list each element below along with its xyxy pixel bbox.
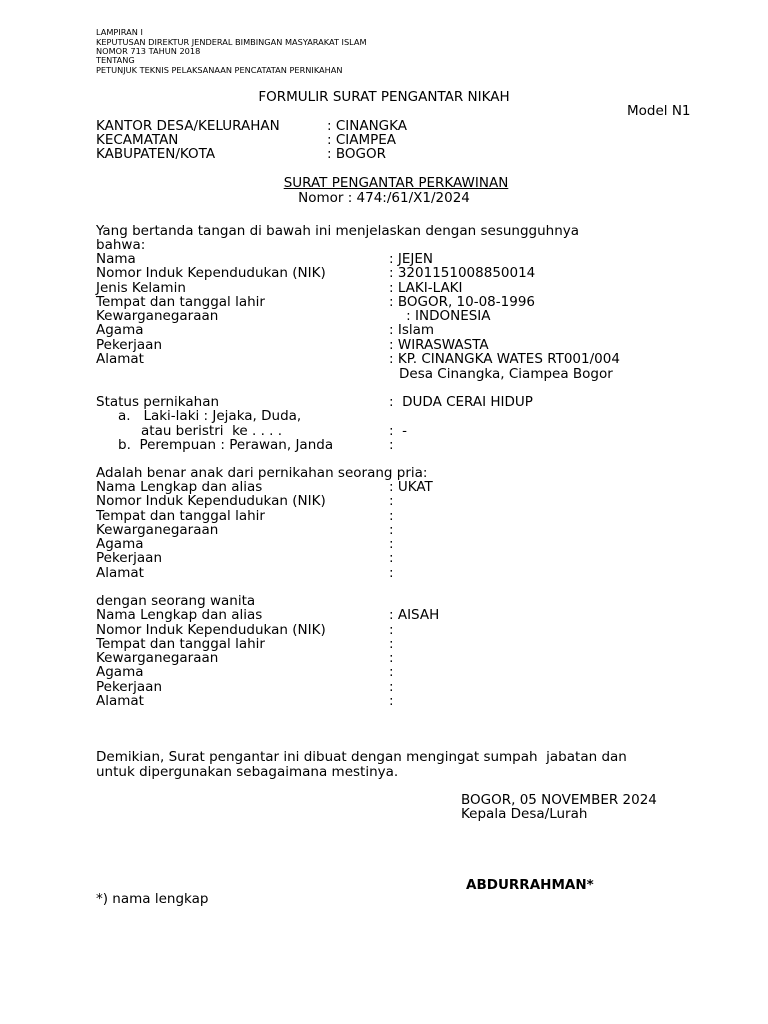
person-value: : BOGOR, 10-08-1996 xyxy=(389,294,535,310)
office-value: : BOGOR xyxy=(327,146,386,162)
father-label: Nama Lengkap dan alias xyxy=(96,479,263,495)
office-label: KECAMATAN xyxy=(96,132,179,148)
header-line: NOMOR 713 TAHUN 2018 xyxy=(96,46,201,56)
official-position: Kepala Desa/Lurah xyxy=(461,806,588,822)
mother-label: Tempat dan tanggal lahir xyxy=(96,636,265,652)
mother-label: Kewarganegaraan xyxy=(96,650,219,666)
status-option-b-value: : xyxy=(389,437,394,453)
status-option-b: b. Perempuan : Perawan, Janda xyxy=(118,437,334,453)
address-line-2: Desa Cinangka, Ciampea Bogor xyxy=(399,366,613,382)
status-option-a-value: : - xyxy=(389,423,408,439)
father-label: Pekerjaan xyxy=(96,550,163,566)
mother-value: : AISAH xyxy=(389,607,440,623)
mother-value: : xyxy=(389,622,394,638)
office-value: : CIAMPEA xyxy=(327,132,397,148)
person-label: Alamat xyxy=(96,351,144,367)
letter-number: Nomor : 474:/61/X1/2024 xyxy=(298,190,470,206)
father-value: : xyxy=(389,536,394,552)
model-label: Model N1 xyxy=(627,103,691,119)
mother-value: : xyxy=(389,636,394,652)
person-value: : Islam xyxy=(389,322,435,338)
mother-label: Nomor Induk Kependudukan (NIK) xyxy=(96,622,326,638)
father-value: : xyxy=(389,565,394,581)
person-value: : INDONESIA xyxy=(389,308,491,324)
header-line: PETUNJUK TEKNIS PELAKSANAAN PENCATATAN PERNIKAHAN xyxy=(96,65,343,75)
father-label: Alamat xyxy=(96,565,144,581)
closing-line: Demikian, Surat pengantar ini dibuat dengan mengingat sumpah jabatan dan xyxy=(96,749,627,765)
mother-value: : xyxy=(389,693,394,709)
father-value: : UKAT xyxy=(389,479,433,495)
mother-heading: dengan seorang wanita xyxy=(96,593,256,609)
father-value: : xyxy=(389,522,394,538)
father-heading: Adalah benar anak dari pernikahan seorang pria: xyxy=(96,465,428,481)
person-value: : WIRASWASTA xyxy=(389,337,489,353)
father-value: : xyxy=(389,550,394,566)
father-value: : xyxy=(389,508,394,524)
person-label: Agama xyxy=(96,322,144,338)
form-title: FORMULIR SURAT PENGANTAR NIKAH xyxy=(258,89,510,105)
footnote: *) nama lengkap xyxy=(96,891,209,907)
person-value: : KP. CINANGKA WATES RT001/004 xyxy=(389,351,620,367)
intro-line: bahwa: xyxy=(96,237,146,253)
person-value: : LAKI-LAKI xyxy=(389,280,463,296)
person-value: : 3201151008850014 xyxy=(389,265,536,281)
header-line: LAMPIRAN I xyxy=(96,27,143,37)
person-label: Nomor Induk Kependudukan (NIK) xyxy=(96,265,326,281)
mother-label: Nama Lengkap dan alias xyxy=(96,607,263,623)
person-label: Kewarganegaraan xyxy=(96,308,219,324)
person-label: Tempat dan tanggal lahir xyxy=(96,294,265,310)
place-date: BOGOR, 05 NOVEMBER 2024 xyxy=(461,792,657,808)
status-label: Status pernikahan xyxy=(96,394,220,410)
office-value: : CINANGKA xyxy=(327,118,407,134)
father-label: Kewarganegaraan xyxy=(96,522,219,538)
header-line: TENTANG xyxy=(96,55,135,65)
mother-label: Agama xyxy=(96,664,144,680)
status-option-a-line2: atau beristri ke . . . . xyxy=(141,423,283,439)
office-label: KANTOR DESA/KELURAHAN xyxy=(96,118,280,134)
person-label: Pekerjaan xyxy=(96,337,163,353)
closing-line: untuk dipergunakan sebagaimana mestinya. xyxy=(96,764,399,780)
status-value: : DUDA CERAI HIDUP xyxy=(389,394,533,410)
father-label: Nomor Induk Kependudukan (NIK) xyxy=(96,493,326,509)
person-label: Nama xyxy=(96,251,136,267)
mother-value: : xyxy=(389,664,394,680)
office-label: KABUPATEN/KOTA xyxy=(96,146,216,162)
mother-label: Alamat xyxy=(96,693,144,709)
header-line: KEPUTUSAN DIREKTUR JENDERAL BIMBINGAN MASYARAKAT ISLAM xyxy=(96,37,367,47)
person-value: : JEJEN xyxy=(389,251,433,267)
mother-label: Pekerjaan xyxy=(96,679,163,695)
status-option-a: a. Laki-laki : Jejaka, Duda, xyxy=(118,408,302,424)
mother-value: : xyxy=(389,650,394,666)
person-label: Jenis Kelamin xyxy=(96,280,186,296)
signatory-name: ABDURRAHMAN* xyxy=(466,877,594,893)
mother-value: : xyxy=(389,679,394,695)
letter-title: SURAT PENGANTAR PERKAWINAN xyxy=(283,175,509,191)
intro-line: Yang bertanda tangan di bawah ini menjelaskan dengan sesungguhnya xyxy=(96,223,580,239)
father-label: Agama xyxy=(96,536,144,552)
father-label: Tempat dan tanggal lahir xyxy=(96,508,265,524)
father-value: : xyxy=(389,493,394,509)
